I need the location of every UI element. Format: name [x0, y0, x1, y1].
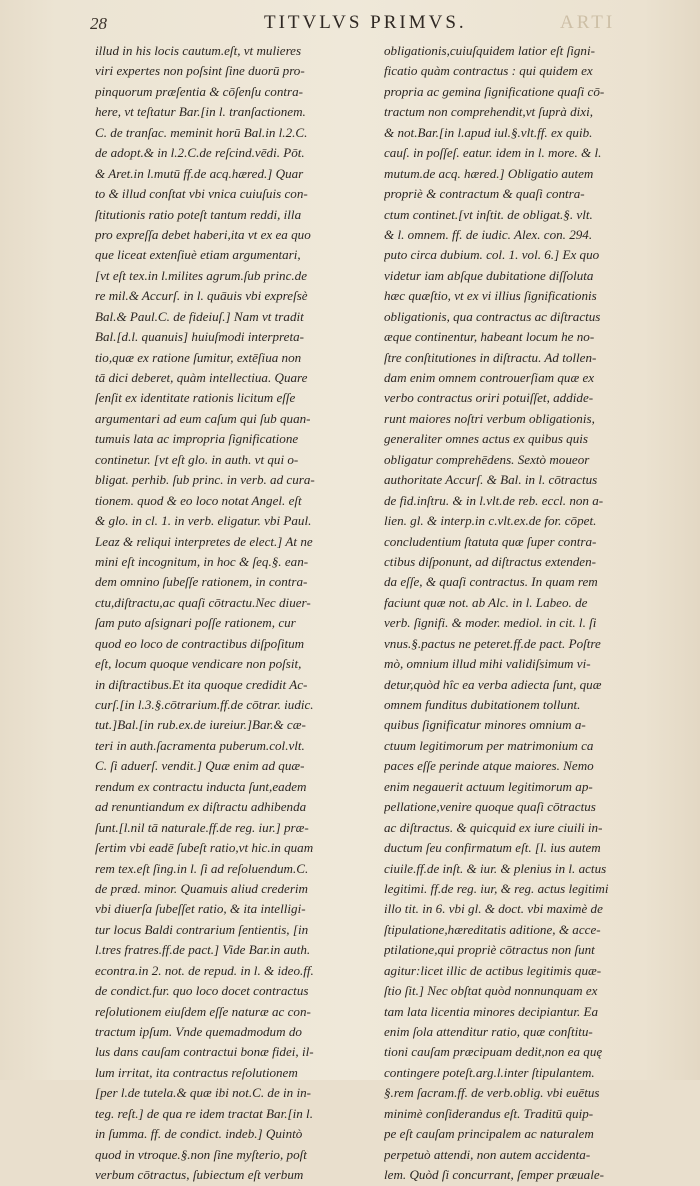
- text-line: ſunt.[l.nil tā naturale.ff.de reg. iur.] præ-: [95, 819, 309, 835]
- text-line: de condict.fur. quo loco docet contractus: [95, 983, 309, 999]
- text-line: verbo contractus oriri potuiſſet, addide-: [384, 390, 594, 406]
- text-line: ficatio quàm contractus : qui quidem ex: [384, 63, 593, 79]
- text-line: tut.]Bal.[in rub.ex.de iureiur.]Bar.& cæ-: [95, 717, 306, 733]
- text-line: pellatione,venire quoque quaſi cōtractus: [384, 799, 596, 815]
- text-line: puto circa dubium. col. 1. vol. 6.] Ex quo: [384, 247, 600, 263]
- text-line: ſenſit ex identitate rationis licitum eſſe: [95, 390, 296, 406]
- text-line: ſtio ſit.] Nec obſtat quòd nonnunquam ex: [384, 983, 598, 999]
- text-line: quod eo loco de contractibus diſpoſitum: [95, 635, 305, 651]
- text-line: illud in his locis cautum.eſt, vt mulieres: [95, 43, 302, 58]
- text-line: ſtitutionis ratio poteſt tantum reddi, illa: [95, 206, 302, 222]
- text-line: teri in auth.ſacramenta puberum.col.vlt.: [95, 737, 305, 753]
- text-line: que liceat extenſiuè etiam argumentari,: [95, 247, 301, 263]
- text-line: curſ.[in l.3.§.cōtrarium.ff.de cōtrar. iudic.: [95, 697, 314, 712]
- text-line: detur,quòd hîc ea verba adiecta ſunt, quæ: [384, 676, 602, 692]
- text-line: æque continentur, habeant locum he no-: [384, 329, 595, 345]
- text-line: de adopt.& in l.2.C.de reſcind.vēdi. Pōt.: [95, 145, 305, 161]
- text-line: in diſtractibus.Et ita quoque credidit Ac-: [95, 676, 308, 692]
- text-line: ctum continet.[vt inſtit. de obligat.§. vlt.: [384, 206, 593, 222]
- text-line: faciunt quæ not. ab Alc. in l. Labeo. de: [384, 594, 588, 610]
- text-line: tā dici deberet, quàm intellectiua. Quare: [95, 370, 308, 385]
- text-line: teg. reſt.] de qua re idem tractat Bar.[in l.: [95, 1105, 313, 1121]
- text-line: eſt, locum quoque vendicare non poſsit,: [95, 656, 302, 672]
- text-line: viri expertes non poſsint ſine duorū pro-: [95, 63, 305, 79]
- text-line: & not.Bar.[in l.apud iul.§.vlt.ff. ex quib.: [384, 124, 593, 140]
- text-line: enim negauerit actuum legitimorum ap-: [384, 778, 593, 794]
- text-line: ciuile.ff.de inſt. & iur. & plenius in l. actus: [384, 860, 607, 876]
- text-line: obligatur comprehēdens. Sextò moueor: [384, 451, 590, 467]
- bleed-through-text: ARTI: [560, 12, 616, 33]
- text-line: ſam puto aſsignari poſſe rationem, cur: [95, 615, 296, 631]
- text-line: quibus ſignificatur minores omnium a-: [384, 717, 586, 733]
- text-line: obligationis, qua contractus ac diſtractus: [384, 308, 601, 324]
- text-line: & glo. in cl. 1. in verb. eligatur. vbi Paul.: [95, 513, 312, 529]
- text-line: & Aret.in l.mutū ff.de acq.hæred.] Quar: [95, 165, 304, 181]
- text-line: ad renuntiandum ex diſtractu adhibenda: [95, 799, 307, 815]
- text-line: lum irritat, ita contractus reſolutionem: [95, 1064, 298, 1080]
- page-number: 28: [90, 14, 107, 33]
- text-line: lien. gl. & interp.in c.vlt.ex.de for. cōpet.: [384, 513, 597, 529]
- text-line: dem omnino ſubeſſe rationem, in contra-: [95, 574, 308, 590]
- text-line: ſtipulatione,hæreditatis aditione, & acce-: [384, 921, 601, 937]
- text-line: [vt eſt tex.in l.milites agrum.ſub princ.de: [95, 267, 308, 283]
- text-line: vnus.§.pactus ne peteret.ff.de pact. Poſtre: [384, 635, 601, 651]
- text-line: tur locus Baldi contrarium ſentientis, [in: [95, 921, 309, 937]
- text-line: contingere poteſt.arg.l.inter ſtipulantem.: [384, 1064, 595, 1080]
- text-line: minimè conſiderandus eſt. Traditū quip-: [384, 1105, 594, 1121]
- text-line: Leaz & reliqui interpretes de elect.] At ne: [95, 533, 313, 549]
- text-line: ſertim vbi eadē ſubeſt ratio,vt hic.in quam: [95, 840, 314, 856]
- text-line: Bal.[d.l. quanuis] huiuſmodi interpreta-: [95, 329, 305, 345]
- text-line: omnem funditus dubitationem tollunt.: [384, 697, 581, 712]
- text-line: lus dans cauſam contractui bonæ fidei, il-: [95, 1044, 314, 1060]
- text-line: l.tres fratres.ff.de pact.] Vide Bar.in auth.: [95, 942, 311, 958]
- text-line: mini eſt incognitum, in hoc & ſeq.§. ean-: [95, 553, 309, 569]
- text-line: concludentium ſtatuta quæ ſuper contra-: [384, 533, 597, 549]
- text-line: generaliter omnes actus ex quibus quis: [384, 431, 589, 447]
- text-line: pro expreſſa debet haberi,ita vt ex ea quo: [95, 226, 311, 242]
- text-line: ſtre conſtitutiones in diſtractu. Ad tollen-: [384, 349, 597, 365]
- text-line: bligat. perhib. ſub princ. in verb. ad cura-: [95, 472, 315, 488]
- text-line: mò, omnium illud mihi validiſsimum vi-: [384, 656, 591, 672]
- text-line: dam enim omnem controuerſiam quæ ex: [384, 370, 595, 385]
- text-line: here, vt teſtatur Bar.[in l. tranſactionem.: [95, 104, 306, 120]
- text-line: ctibus diſponunt, ad diſtractus extenden-: [384, 553, 597, 569]
- text-line: ductum ſeu confirmatum eſt. [l. ius autem: [384, 840, 601, 856]
- text-line: de fid.inſtru. & in l.vlt.de reb. eccl. non a-: [384, 492, 604, 508]
- text-line: pinquorum præſentia & cōſenſu contra-: [95, 83, 304, 99]
- text-line: cauſ. in poſſeſ. eatur. idem in l. more. & l.: [384, 145, 602, 161]
- text-line: tractum non comprehendit,vt ſuprà dixi,: [384, 104, 593, 120]
- text-line: econtra.in 2. not. de repud. in l. & ideo.ff.: [95, 962, 314, 978]
- text-line: §.rem ſacram.ff. de verb.oblig. vbi euētus: [384, 1085, 600, 1101]
- text-line: hæc quæſtio, vt ex vi illius ſignificationis: [384, 288, 597, 304]
- text-line: verb. ſignifi. & moder. mediol. in cit. l. ſi: [384, 615, 597, 631]
- text-line: illo tit. in 6. vbi gl. & doct. vbi maximè de: [384, 901, 603, 917]
- right-text-column: [384, 41, 652, 1186]
- text-line: propria ac gemina ſignificatione quaſi cō-: [384, 83, 605, 99]
- text-line: mutum.de acq. hæred.] Obligatio autem: [384, 165, 594, 181]
- text-line: enim ſola attenditur ratio, quæ conſtitu-: [384, 1024, 593, 1039]
- text-line: C. de tranſac. meminit horū Bal.in l.2.C.: [95, 124, 308, 140]
- text-line: tam lata licentia minores decipiantur. Ea: [384, 1003, 599, 1019]
- text-line: lem. Quòd ſi concurrant, ſemper præuale-: [384, 1167, 605, 1183]
- text-line: vbi diuerſa ſubeſſet ratio, & ita intelligi-: [95, 901, 306, 917]
- text-line: in ſumma. ff. de condict. indeb.] Quintò: [95, 1126, 303, 1142]
- text-line: ctuum legitimorum per matrimonium ca: [384, 737, 594, 753]
- text-line: re mil.& Accurſ. in l. quāuis vbi expreſsè: [95, 288, 308, 304]
- text-line: paces eſſe perinde atque maiores. Nemo: [384, 758, 594, 774]
- text-line: videtur iam abſque dubitatione diſſoluta: [384, 267, 594, 283]
- text-line: ac diſtractus. & quicquid ex iure ciuili in-: [384, 819, 603, 835]
- text-line: legitimi. ff.de reg. iur, & reg. actus legitimi: [384, 880, 609, 896]
- text-line: tumuis lata ac impropria ſignificatione: [95, 431, 299, 447]
- text-line: rendum ex contractu inducta ſunt,eadem: [95, 778, 307, 794]
- text-line: rem tex.eſt ſing.in l. ſi ad reſoluendum.C.: [95, 860, 309, 876]
- text-line: continetur. [vt eſt glo. in auth. vt qui o-: [95, 451, 299, 467]
- text-line: quod in vtroque.§.non ſine myſterio, poſt: [95, 1146, 307, 1162]
- text-line: verbum cōtractus, ſubiectum eſt verbum: [95, 1167, 304, 1183]
- text-line: authoritate Accurſ. & Bal. in l. cōtractus: [384, 472, 598, 488]
- left-text-column: [95, 41, 367, 1186]
- text-line: runt maiores noſtri verbum obligationis,: [384, 410, 595, 426]
- text-line: ctu,diſtractu,ac quaſi cōtractu.Nec diuer-: [95, 594, 311, 610]
- text-line: Bal.& Paul.C. de fideiuſ.] Nam vt tradit: [95, 308, 304, 324]
- text-line: propriè & contractum & quaſi contra-: [384, 186, 585, 202]
- text-line: tionem. quod & eo loco notat Angel. eſt: [95, 492, 302, 508]
- text-line: de præd. minor. Quamuis aliud crederim: [95, 880, 309, 896]
- text-line: perpetuò attendi, non autem accidenta-: [384, 1146, 591, 1162]
- text-line: tractum ipſum. Vnde quemadmodum do: [95, 1024, 302, 1039]
- running-title: TITVLVS PRIMVS.: [264, 12, 467, 33]
- text-line: ptilatione,qui propriè cōtractus non ſunt: [384, 942, 595, 958]
- text-line: agitur:licet illic de actibus legitimis quæ-: [384, 962, 602, 978]
- text-line: argumentari ad eum caſum qui ſub quan-: [95, 410, 311, 426]
- text-line: tio,quæ ex ratione ſumitur, extēſiua non: [95, 349, 302, 365]
- text-line: pe eſt cauſam principalem ac naturalem: [384, 1126, 594, 1142]
- text-line: obligationis,cuiuſquidem latior eſt ſigni-: [384, 43, 595, 58]
- text-line: da eſſe, & quaſi contractus. In quam rem: [384, 574, 598, 590]
- text-line: reſolutionem eiuſdem eſſe naturæ ac con-: [95, 1003, 311, 1019]
- text-line: & l. omnem. ff. de iudic. Alex. con. 294.: [384, 226, 593, 242]
- text-line: [per l.de tutela.& quæ ibi not.C. de in in-: [95, 1085, 312, 1101]
- text-line: tioni cauſam præcipuam dedit,non ea quę: [384, 1044, 603, 1060]
- text-line: C. ſi aduerſ. vendit.] Quæ enim ad quæ-: [95, 758, 305, 774]
- text-line: to & illud conſtat vbi vnica cuiuſuis con-: [95, 186, 308, 202]
